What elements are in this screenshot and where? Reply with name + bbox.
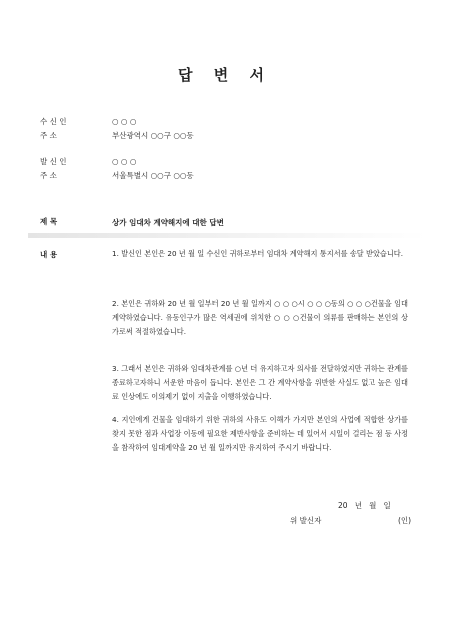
paragraph-text: 3. 그래서 본인은 귀하와 임대차관계를 ○년 더 유지하고자 의사를 전달하였지만 귀하는 관계를 종료하고자하니 서운한 마음이 듭니다. 본인은 그 간 계약사항을 위반한 사실도 없고 높은 임대료 인상에도 이의제기 없이 지출을 이행하였습니다. [112, 364, 408, 401]
recipient-label: 수 신 인 [40, 117, 67, 126]
sender-name: ○ ○ ○ [112, 157, 137, 166]
recipient-name: ○ ○ ○ [112, 117, 137, 126]
paragraph-text: 2. 본인은 귀하와 20 년 월 일부터 20 년 월 일까지 ○ ○ ○시 ○ ○ ○동의 ○ ○ ○건물을 임대 계약하였습니다. 유동인구가 많은 역세권에 위치한 ○ ○ ○건물이 의류를 판매하는 본인의 상가로써 적절하였습니다. [112, 299, 408, 336]
document-title: 답 변 서 [178, 66, 272, 84]
recipient-address: 부산광역시 ○○구 ○○동 [112, 131, 194, 140]
subject-text: 상가 임대차 계약해지에 대한 답변 [112, 218, 224, 227]
sender-address: 서울특별시 ○○구 ○○동 [112, 171, 194, 180]
section-divider [28, 233, 426, 238]
sender-label: 발 신 인 [40, 157, 67, 166]
recipient-address-label: 주 소 [40, 131, 57, 140]
content-paragraph-4 [112, 413, 408, 455]
subject-label: 제 목 [40, 217, 58, 226]
sender-address-label: 주 소 [40, 171, 57, 180]
signature-signer: 위 발신자 [290, 516, 322, 525]
content-paragraph-2 [112, 297, 408, 339]
signature-seal: (인) [398, 516, 412, 525]
signature-date: 20 년 월 일 [338, 501, 391, 510]
content-label: 내 용 [40, 250, 58, 259]
content-paragraph-1 [112, 247, 408, 261]
paragraph-text: 1. 발신인 본인은 20 년 월 일 수신인 귀하로부터 임대차 계약해지 통지서를 송달 받았습니다. [112, 249, 404, 258]
paragraph-text: 4. 지인에게 건물을 임대하기 위한 귀하의 사유도 이해가 가지만 본인의 사업에 적합한 상가를 찾지 못한 점과 사업장 이동에 필요한 제반사항을 준비하는 데 있어서 시일이 걸리는 점 등 사정을 참작하여 임대계약을 20 년 월 일까지만 유지하여 주시기 바랍니다. [112, 415, 408, 452]
content-paragraph-3 [112, 362, 408, 404]
